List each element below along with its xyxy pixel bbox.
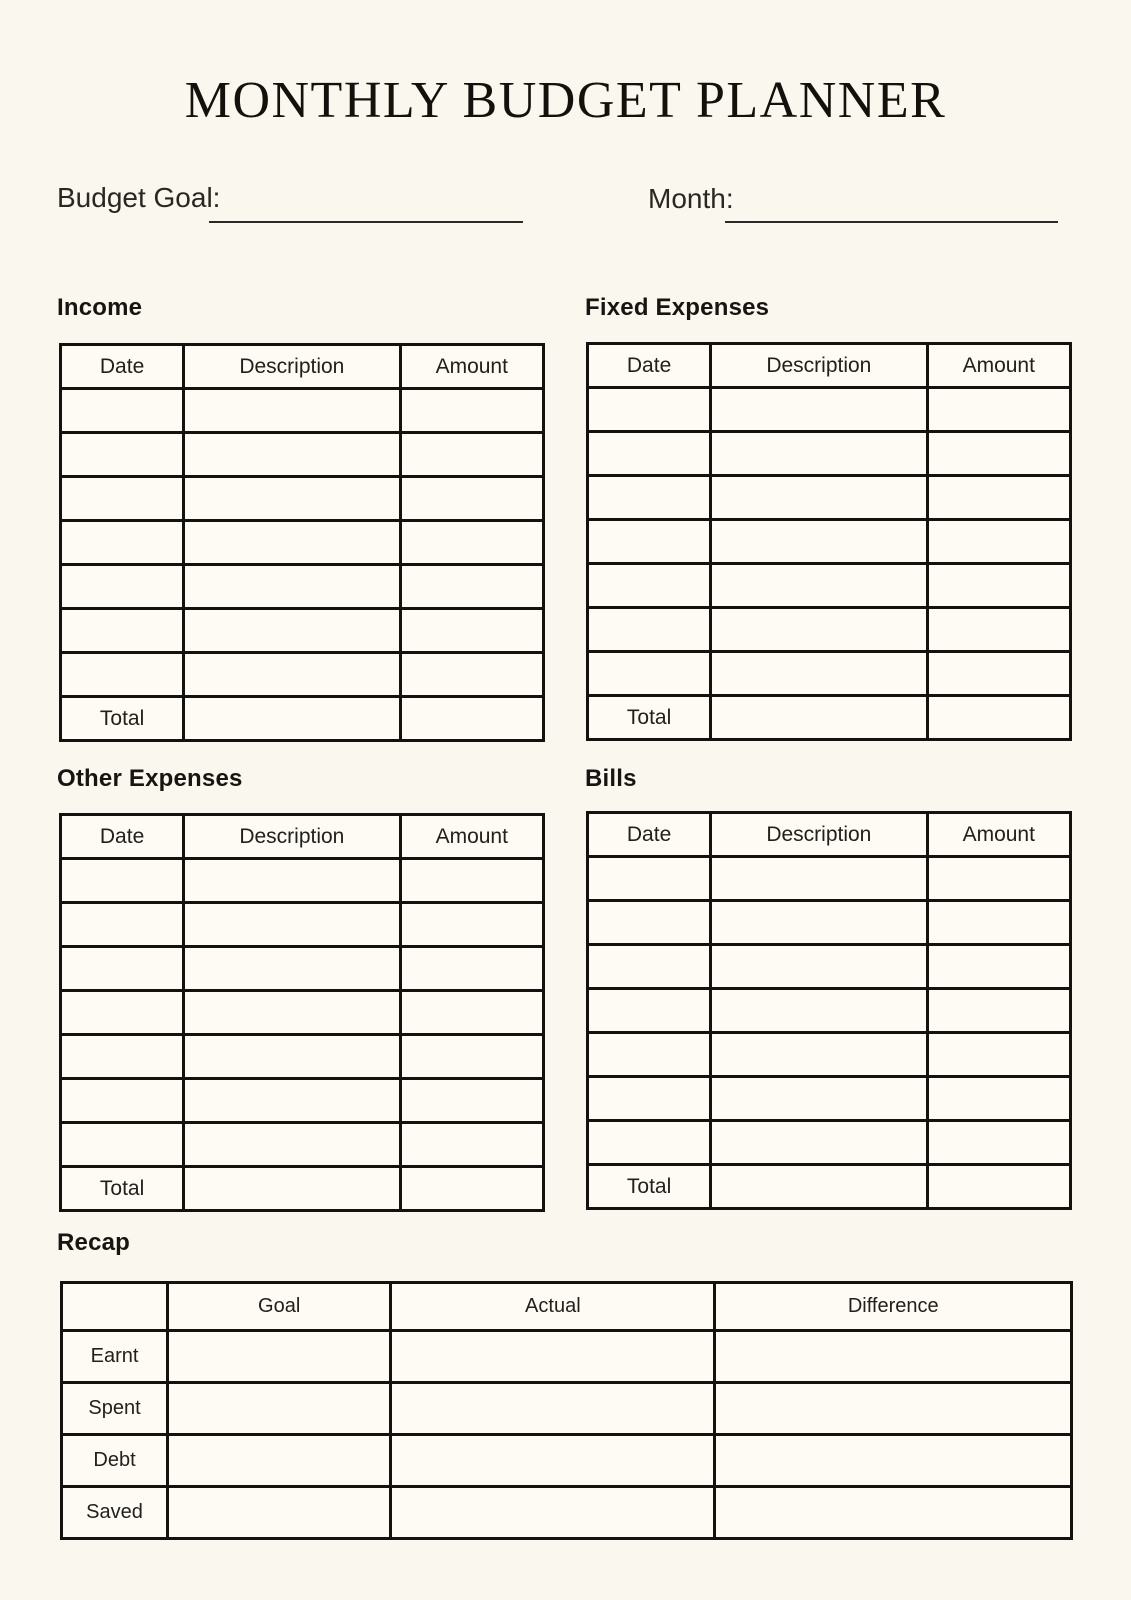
month-input[interactable] bbox=[725, 221, 1058, 223]
empty-cell[interactable] bbox=[927, 564, 1070, 608]
section-title-recap: Recap bbox=[57, 1229, 131, 1256]
empty-cell[interactable] bbox=[588, 432, 711, 476]
empty-cell[interactable] bbox=[61, 433, 184, 477]
empty-cell[interactable] bbox=[588, 857, 711, 901]
empty-cell[interactable] bbox=[61, 947, 184, 991]
table-row bbox=[61, 521, 544, 565]
column-header-difference: Difference bbox=[715, 1283, 1072, 1331]
month-label: Month: bbox=[648, 183, 734, 214]
empty-cell[interactable] bbox=[61, 859, 184, 903]
total-row bbox=[588, 696, 1071, 740]
table-row bbox=[61, 903, 544, 947]
empty-cell[interactable] bbox=[711, 1165, 927, 1209]
budget-goal-input[interactable] bbox=[209, 221, 523, 223]
table-row bbox=[61, 433, 544, 477]
empty-cell[interactable] bbox=[711, 432, 927, 476]
empty-cell[interactable] bbox=[927, 652, 1070, 696]
recap-table bbox=[60, 1281, 1073, 1540]
empty-cell[interactable] bbox=[61, 1123, 184, 1167]
empty-cell[interactable] bbox=[927, 857, 1070, 901]
table-row bbox=[588, 652, 1071, 696]
empty-cell[interactable] bbox=[927, 388, 1070, 432]
empty-cell[interactable] bbox=[184, 653, 400, 697]
empty-cell[interactable] bbox=[61, 565, 184, 609]
column-header-goal: Goal bbox=[168, 1283, 391, 1331]
empty-cell[interactable] bbox=[715, 1435, 1072, 1487]
column-header-amount: Amount bbox=[927, 813, 1070, 857]
total-label: Total bbox=[588, 696, 711, 740]
empty-cell[interactable] bbox=[711, 608, 927, 652]
empty-cell[interactable] bbox=[184, 565, 400, 609]
row-label-spent: Spent bbox=[62, 1383, 168, 1435]
empty-cell[interactable] bbox=[168, 1383, 391, 1435]
total-label: Total bbox=[61, 1167, 184, 1211]
empty-cell[interactable] bbox=[715, 1383, 1072, 1435]
row-label-saved: Saved bbox=[62, 1487, 168, 1539]
row-label-debt: Debt bbox=[62, 1435, 168, 1487]
table-row bbox=[62, 1383, 1072, 1435]
table-row bbox=[588, 432, 1071, 476]
empty-cell[interactable] bbox=[400, 697, 543, 741]
empty-cell[interactable] bbox=[927, 1165, 1070, 1209]
empty-cell[interactable] bbox=[400, 521, 543, 565]
empty-cell[interactable] bbox=[711, 476, 927, 520]
fixed-expenses-table bbox=[586, 342, 1072, 741]
empty-cell[interactable] bbox=[400, 1123, 543, 1167]
empty-cell[interactable] bbox=[184, 697, 400, 741]
empty-cell[interactable] bbox=[391, 1383, 715, 1435]
empty-cell[interactable] bbox=[184, 947, 400, 991]
table-row bbox=[61, 1123, 544, 1167]
table-row bbox=[588, 989, 1071, 1033]
column-header-date: Date bbox=[61, 815, 184, 859]
section-title-income: Income bbox=[57, 294, 143, 321]
empty-cell[interactable] bbox=[168, 1435, 391, 1487]
empty-cell[interactable] bbox=[61, 653, 184, 697]
column-header-description: Description bbox=[711, 813, 927, 857]
empty-cell[interactable] bbox=[391, 1331, 715, 1383]
column-header-description: Description bbox=[184, 345, 400, 389]
empty-cell[interactable] bbox=[588, 989, 711, 1033]
empty-cell[interactable] bbox=[711, 945, 927, 989]
empty-cell[interactable] bbox=[400, 947, 543, 991]
empty-cell[interactable] bbox=[927, 520, 1070, 564]
empty-cell[interactable] bbox=[61, 903, 184, 947]
empty-cell[interactable] bbox=[588, 1077, 711, 1121]
empty-cell[interactable] bbox=[927, 901, 1070, 945]
empty-cell[interactable] bbox=[61, 991, 184, 1035]
column-header-amount: Amount bbox=[400, 815, 543, 859]
column-header-actual: Actual bbox=[391, 1283, 715, 1331]
empty-cell[interactable] bbox=[400, 477, 543, 521]
empty-cell[interactable] bbox=[588, 388, 711, 432]
budget-goal-label: Budget Goal: bbox=[57, 182, 221, 213]
empty-cell[interactable] bbox=[61, 1079, 184, 1123]
empty-cell[interactable] bbox=[400, 565, 543, 609]
empty-cell[interactable] bbox=[391, 1435, 715, 1487]
empty-cell[interactable] bbox=[711, 520, 927, 564]
table-row bbox=[61, 1079, 544, 1123]
empty-cell[interactable] bbox=[184, 521, 400, 565]
empty-cell[interactable] bbox=[927, 1077, 1070, 1121]
empty-cell[interactable] bbox=[184, 1167, 400, 1211]
empty-cell[interactable] bbox=[184, 859, 400, 903]
empty-cell[interactable] bbox=[927, 696, 1070, 740]
other-expenses-table bbox=[59, 813, 545, 1212]
section-title-fixed-expenses: Fixed Expenses bbox=[585, 294, 770, 321]
table-row bbox=[62, 1487, 1072, 1539]
empty-cell[interactable] bbox=[61, 477, 184, 521]
empty-cell[interactable] bbox=[400, 433, 543, 477]
empty-cell[interactable] bbox=[711, 564, 927, 608]
empty-cell[interactable] bbox=[715, 1331, 1072, 1383]
empty-cell[interactable] bbox=[927, 1121, 1070, 1165]
empty-cell[interactable] bbox=[61, 1035, 184, 1079]
table-row bbox=[588, 1033, 1071, 1077]
empty-cell[interactable] bbox=[711, 1121, 927, 1165]
empty-cell[interactable] bbox=[588, 901, 711, 945]
empty-cell[interactable] bbox=[588, 1033, 711, 1077]
empty-cell[interactable] bbox=[400, 1167, 543, 1211]
table-row bbox=[61, 859, 544, 903]
empty-cell[interactable] bbox=[588, 476, 711, 520]
empty-cell[interactable] bbox=[927, 1033, 1070, 1077]
empty-cell[interactable] bbox=[400, 859, 543, 903]
table-row bbox=[588, 1121, 1071, 1165]
empty-cell[interactable] bbox=[711, 696, 927, 740]
table-row bbox=[588, 476, 1071, 520]
empty-cell[interactable] bbox=[711, 989, 927, 1033]
empty-cell[interactable] bbox=[184, 1123, 400, 1167]
recap-corner-cell bbox=[62, 1283, 168, 1331]
empty-cell[interactable] bbox=[711, 901, 927, 945]
table-row bbox=[588, 608, 1071, 652]
total-row bbox=[61, 697, 544, 741]
empty-cell[interactable] bbox=[168, 1487, 391, 1539]
empty-cell[interactable] bbox=[711, 1033, 927, 1077]
empty-cell[interactable] bbox=[400, 903, 543, 947]
empty-cell[interactable] bbox=[588, 608, 711, 652]
empty-cell[interactable] bbox=[184, 609, 400, 653]
empty-cell[interactable] bbox=[391, 1487, 715, 1539]
column-header-date: Date bbox=[588, 813, 711, 857]
table-header-row bbox=[61, 345, 544, 389]
empty-cell[interactable] bbox=[61, 609, 184, 653]
table-header-row bbox=[588, 344, 1071, 388]
total-row bbox=[61, 1167, 544, 1211]
empty-cell[interactable] bbox=[927, 432, 1070, 476]
table-row bbox=[61, 609, 544, 653]
table-row bbox=[61, 991, 544, 1035]
table-row bbox=[588, 1077, 1071, 1121]
empty-cell[interactable] bbox=[61, 521, 184, 565]
empty-cell[interactable] bbox=[711, 857, 927, 901]
table-header-row bbox=[61, 815, 544, 859]
empty-cell[interactable] bbox=[715, 1487, 1072, 1539]
empty-cell[interactable] bbox=[184, 991, 400, 1035]
empty-cell[interactable] bbox=[588, 520, 711, 564]
empty-cell[interactable] bbox=[61, 389, 184, 433]
table-row bbox=[61, 947, 544, 991]
empty-cell[interactable] bbox=[400, 389, 543, 433]
table-header-row bbox=[62, 1283, 1072, 1331]
empty-cell[interactable] bbox=[184, 1035, 400, 1079]
empty-cell[interactable] bbox=[588, 945, 711, 989]
empty-cell[interactable] bbox=[588, 564, 711, 608]
empty-cell[interactable] bbox=[400, 653, 543, 697]
bills-table bbox=[586, 811, 1072, 1210]
total-label: Total bbox=[61, 697, 184, 741]
table-row bbox=[588, 564, 1071, 608]
empty-cell[interactable] bbox=[400, 991, 543, 1035]
table-row bbox=[61, 1035, 544, 1079]
empty-cell[interactable] bbox=[927, 608, 1070, 652]
empty-cell[interactable] bbox=[184, 1079, 400, 1123]
empty-cell[interactable] bbox=[184, 477, 400, 521]
empty-cell[interactable] bbox=[927, 989, 1070, 1033]
empty-cell[interactable] bbox=[184, 389, 400, 433]
column-header-amount: Amount bbox=[400, 345, 543, 389]
column-header-amount: Amount bbox=[927, 344, 1070, 388]
section-title-bills: Bills bbox=[585, 765, 637, 792]
empty-cell[interactable] bbox=[711, 1077, 927, 1121]
table-row bbox=[588, 945, 1071, 989]
empty-cell[interactable] bbox=[711, 652, 927, 696]
empty-cell[interactable] bbox=[588, 1121, 711, 1165]
column-header-date: Date bbox=[61, 345, 184, 389]
table-row bbox=[62, 1435, 1072, 1487]
empty-cell[interactable] bbox=[168, 1331, 391, 1383]
table-row bbox=[62, 1331, 1072, 1383]
empty-cell[interactable] bbox=[400, 1035, 543, 1079]
income-table bbox=[59, 343, 545, 742]
table-row bbox=[588, 388, 1071, 432]
section-title-other-expenses: Other Expenses bbox=[57, 765, 243, 792]
empty-cell[interactable] bbox=[927, 476, 1070, 520]
table-row bbox=[61, 653, 544, 697]
table-row bbox=[61, 565, 544, 609]
table-header-row bbox=[588, 813, 1071, 857]
table-row bbox=[61, 389, 544, 433]
total-row bbox=[588, 1165, 1071, 1209]
table-row bbox=[588, 520, 1071, 564]
empty-cell[interactable] bbox=[588, 652, 711, 696]
empty-cell[interactable] bbox=[400, 609, 543, 653]
column-header-date: Date bbox=[588, 344, 711, 388]
row-label-earnt: Earnt bbox=[62, 1331, 168, 1383]
column-header-description: Description bbox=[711, 344, 927, 388]
total-label: Total bbox=[588, 1165, 711, 1209]
empty-cell[interactable] bbox=[184, 433, 400, 477]
table-row bbox=[588, 857, 1071, 901]
column-header-description: Description bbox=[184, 815, 400, 859]
empty-cell[interactable] bbox=[184, 903, 400, 947]
empty-cell[interactable] bbox=[711, 388, 927, 432]
table-row bbox=[61, 477, 544, 521]
table-row bbox=[588, 901, 1071, 945]
empty-cell[interactable] bbox=[400, 1079, 543, 1123]
page-title: MONTHLY BUDGET PLANNER bbox=[184, 72, 947, 129]
empty-cell[interactable] bbox=[927, 945, 1070, 989]
